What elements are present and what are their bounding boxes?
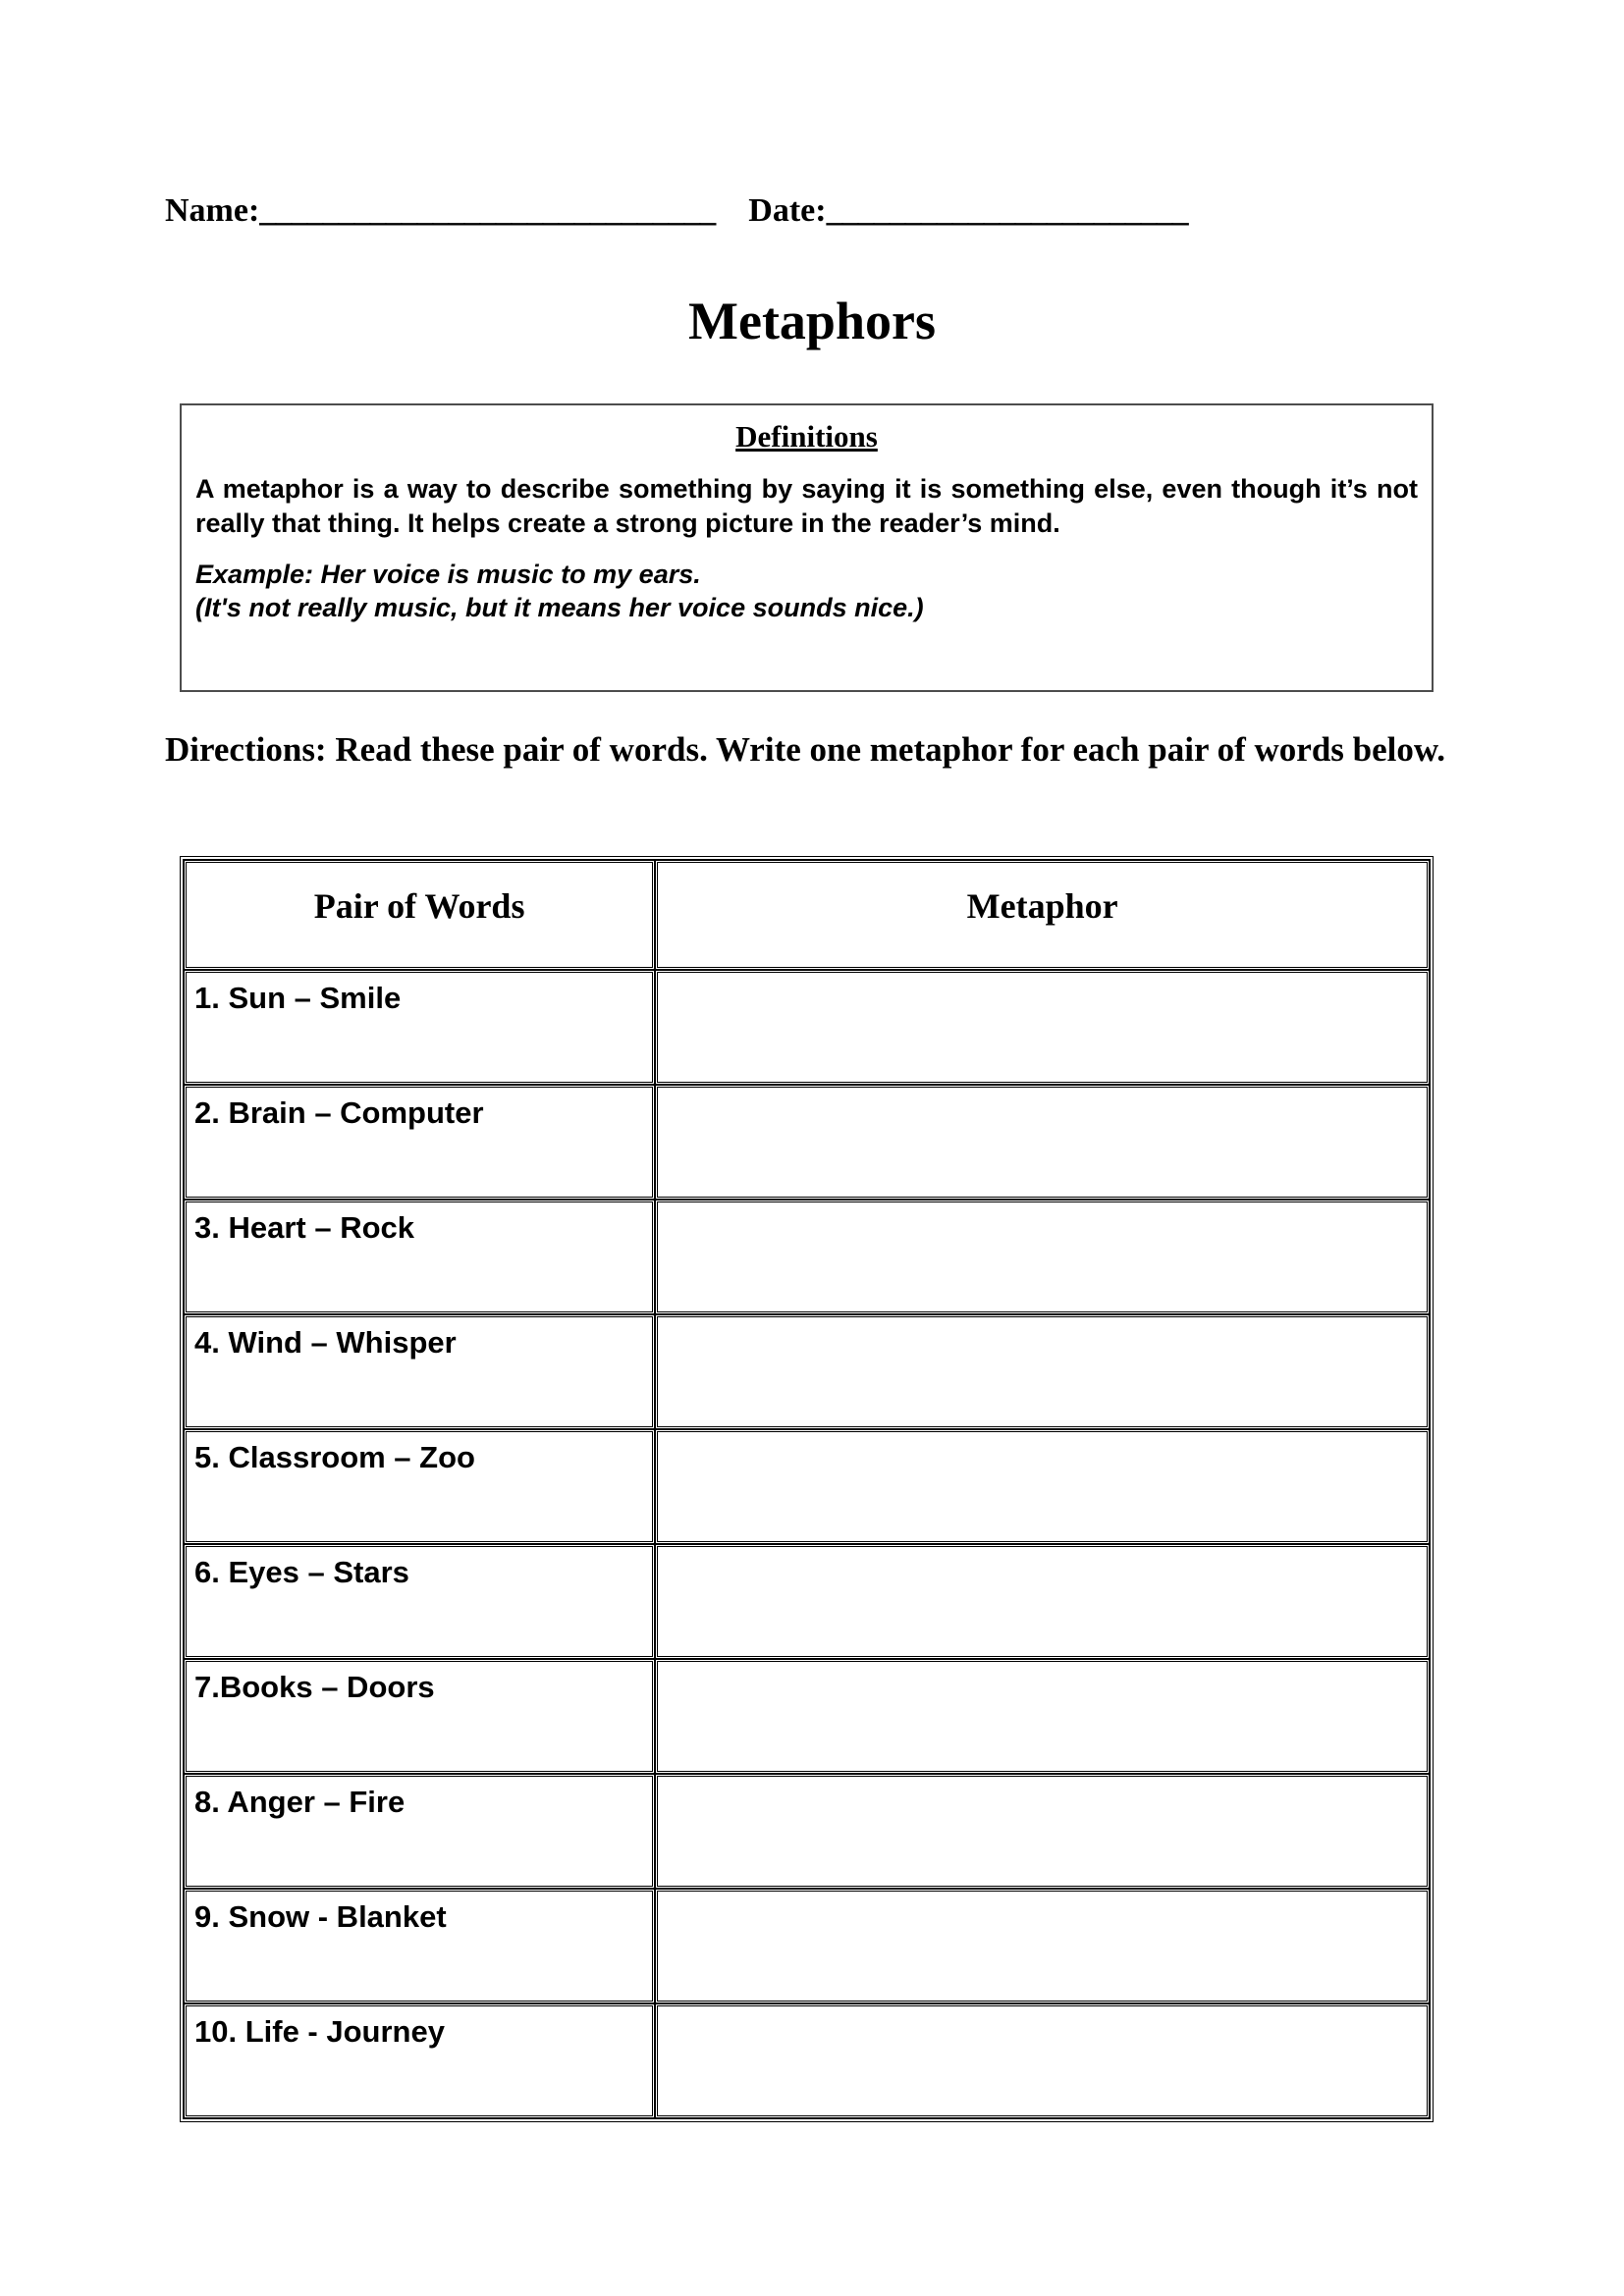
table-row [184,1889,1430,2003]
directions-text: Directions: Read these pair of words. Write one metaphor for each pair of words below. [165,730,1445,769]
pair-cell [184,1889,655,2003]
pair-label: 2. Brain – Computer [194,1095,484,1130]
table-row [184,1774,1430,1889]
metaphor-answer-cell[interactable] [655,2003,1430,2118]
date-write-rule[interactable]: _______________________ [826,192,1188,229]
pair-label: 1. Sun – Smile [194,981,402,1015]
pair-cell [184,1544,655,1659]
metaphor-answer-cell[interactable] [655,1429,1430,1544]
page-title: Metaphors [688,292,936,350]
table-row [184,1544,1430,1659]
pair-cell [184,2003,655,2118]
pair-label: 10. Life - Journey [194,2014,445,2049]
metaphor-answer-cell[interactable] [655,1544,1430,1659]
table-row [184,970,1430,1085]
column-header-pair-of-words: Pair of Words [184,860,655,970]
table-header-row [184,860,1430,970]
column-header-metaphor: Metaphor [655,860,1430,970]
metaphor-table [180,856,1434,2122]
metaphor-answer-cell[interactable] [655,1659,1430,1774]
pair-cell [184,1085,655,1200]
definitions-body-text: A metaphor is a way to describe something by saying it is something else, even though it’s not really that thing. It helps create a strong picture in the reader’s mind. [195,474,1418,539]
table-row [184,1429,1430,1544]
pair-cell [184,1774,655,1889]
pair-label: 3. Heart – Rock [194,1210,414,1245]
definitions-box [180,403,1434,692]
pair-cell [184,1314,655,1429]
metaphor-answer-cell[interactable] [655,1774,1430,1889]
name-label: Name: [165,192,260,229]
pair-label: 9. Snow - Blanket [194,1899,447,1934]
pair-label: 7.Books – Doors [194,1670,435,1704]
metaphor-answer-cell[interactable] [655,1200,1430,1314]
table-row [184,1085,1430,1200]
pair-cell [184,970,655,1085]
pair-label: 4. Wind – Whisper [194,1325,457,1360]
table-row [184,1200,1430,1314]
pair-label: 8. Anger – Fire [194,1785,406,1819]
name-date-line [165,192,1461,230]
pair-cell [184,1200,655,1314]
metaphor-answer-cell[interactable] [655,1085,1430,1200]
definitions-heading: Definitions [735,419,878,454]
name-write-rule[interactable]: _____________________________ [259,192,716,229]
pair-label: 6. Eyes – Stars [194,1555,409,1589]
definitions-example-line-2: (It's not really music, but it means her voice sounds nice.) [195,592,924,622]
pair-label: 5. Classroom – Zoo [194,1440,475,1474]
metaphor-answer-cell[interactable] [655,1889,1430,2003]
table-row [184,1659,1430,1774]
pair-cell [184,1429,655,1544]
metaphor-answer-cell[interactable] [655,1314,1430,1429]
table-row [184,1314,1430,1429]
pair-cell [184,1659,655,1774]
definitions-example-line-1: Example: Her voice is music to my ears. [195,560,701,590]
definitions-example [195,559,1418,625]
date-label: Date: [748,192,827,229]
metaphor-answer-cell[interactable] [655,970,1430,1085]
table-row [184,2003,1430,2118]
